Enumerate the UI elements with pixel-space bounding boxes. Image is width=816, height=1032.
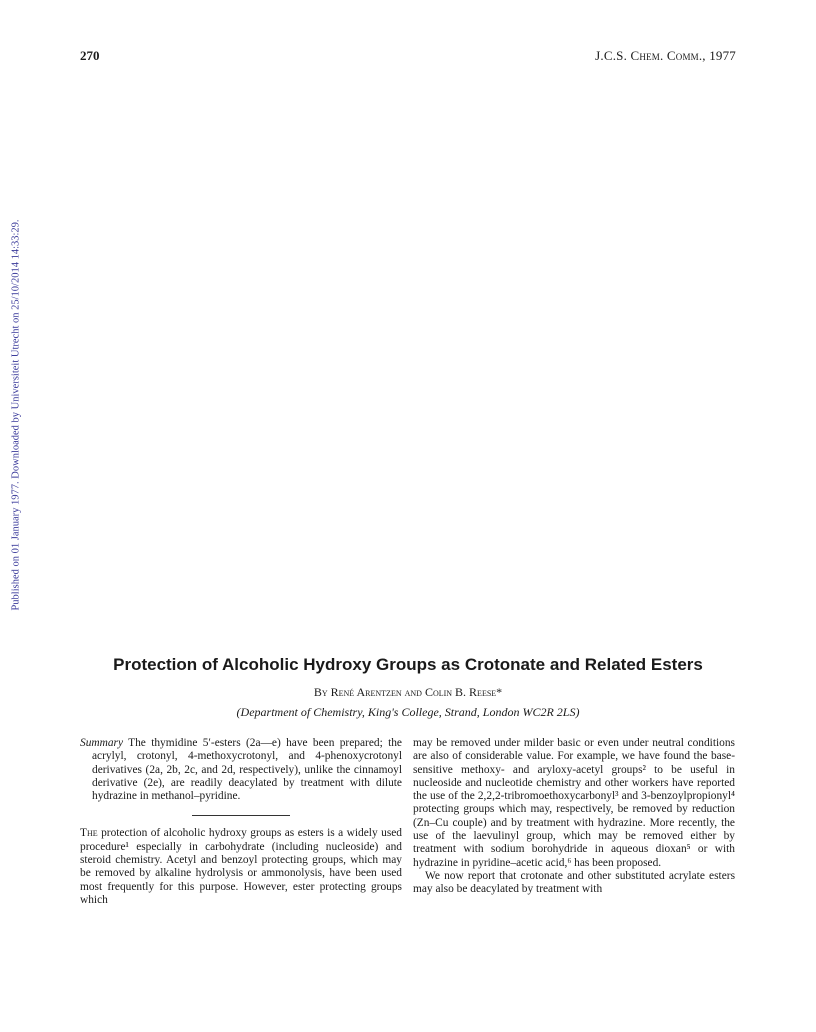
download-watermark <box>8 215 24 615</box>
summary-text: The thymidine 5′-esters (2a—e) have been prepared; the acrylyl, crotonyl, 4-methoxycrotonyl, and 4-phenoxycrotonyl derivatives (2a, 2b, 2c, and 2d, respectively), unlike the cinnamoyl derivative (2e), are readily deacylated by treatment with dilute hydrazine in methanol–pyridine. <box>92 737 402 803</box>
download-watermark-text: Published on 01 January 1977. Downloaded by Universiteit Utrecht on 25/10/2014 14:33:29. <box>10 219 22 611</box>
body-paragraph-1-text: protection of alcoholic hydroxy groups as esters is a widely used procedure¹ especially in carbohydrate (including nucleoside) and steroid chemistry. Acetyl and benzoyl protecting groups, which may be removed by alkaline hydrolysis or ammonolysis, have been used most frequently for this purpose. However, ester protecting groups which <box>80 827 402 906</box>
body-lead-word: The <box>80 827 98 840</box>
journal-header: J.C.S. Chem. Comm., 1977 <box>595 48 736 63</box>
right-column <box>413 737 735 897</box>
section-divider <box>192 815 290 816</box>
summary <box>80 737 402 803</box>
article-affiliation: (Department of Chemistry, King's College, Strand, London WC2R 2LS) <box>236 705 580 719</box>
summary-label: Summary <box>80 737 124 749</box>
body-paragraph-1 <box>80 827 402 907</box>
left-column <box>80 737 402 907</box>
article-authors: By René Arentzen and Colin B. Reese* <box>313 685 503 699</box>
page-number: 270 <box>80 48 100 63</box>
article-title: Protection of Alcoholic Hydroxy Groups as Crotonate and Related Esters <box>113 655 703 674</box>
summary-paragraph <box>80 737 402 803</box>
body-paragraph-3: We now report that crotonate and other substituted acrylate esters may also be deacylated by treatment with <box>413 869 735 896</box>
body-paragraph-2: may be removed under milder basic or even under neutral conditions are also of considerable value. For example, we have found the base-sensitive methoxy- and aryloxy-acetyl groups² to be useful in nucleoside and nucleotide chemistry and other workers have reported the use of the 2,2,2-tribromoethoxycarbonyl³ and 3-benzoylpropionyl⁴ protecting groups which may, respectively, be removed by reduction (Zn–Cu couple) and by treatment with hydrazine. More recently, the use of the laevulinyl group, which may be removed either by treatment with sodium borohydride in aqueous dioxan⁵ or with hydrazine in pyridine–acetic acid,⁶ has been proposed. <box>413 737 735 869</box>
